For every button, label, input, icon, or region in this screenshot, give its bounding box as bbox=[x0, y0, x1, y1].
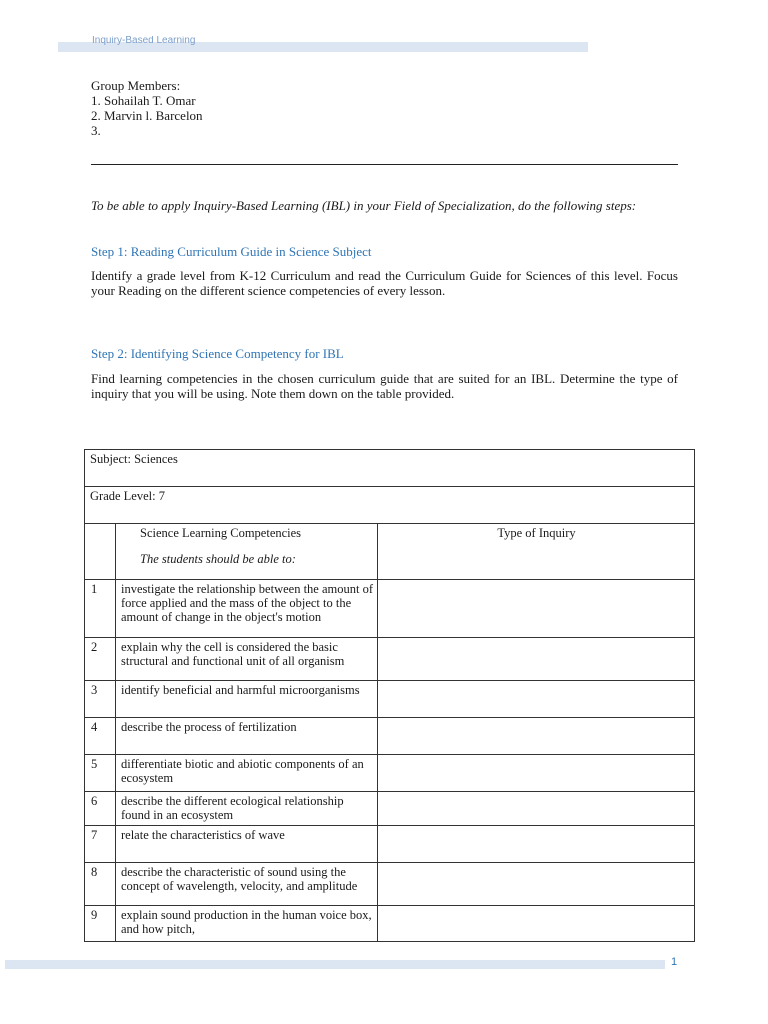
members-heading: Group Members: bbox=[91, 78, 181, 93]
competency-text: describe the process of fertilization bbox=[116, 718, 378, 755]
inquiry-cell[interactable] bbox=[378, 718, 695, 755]
row-number: 6 bbox=[85, 792, 116, 826]
competency-text: differentiate biotic and abiotic components of an ecosystem bbox=[116, 755, 378, 792]
competency-column-subheader: The students should be able to: bbox=[140, 552, 296, 566]
step2-body: Find learning competencies in the chosen curriculum guide that are suited for an IBL. Determine the type of inquiry that you will be using. Note them down on the table provided. bbox=[91, 371, 678, 401]
row-number: 1 bbox=[85, 580, 116, 638]
inquiry-cell[interactable] bbox=[378, 681, 695, 718]
group-members bbox=[91, 78, 203, 138]
inquiry-cell[interactable] bbox=[378, 580, 695, 638]
row-number: 2 bbox=[85, 638, 116, 681]
competency-text: relate the characteristics of wave bbox=[116, 826, 378, 863]
header-competency-cell bbox=[116, 524, 378, 580]
inquiry-column-header: Type of Inquiry bbox=[378, 524, 695, 580]
row-number: 3 bbox=[85, 681, 116, 718]
row-number: 5 bbox=[85, 755, 116, 792]
member-3: 3. bbox=[91, 123, 101, 138]
grade-level-cell: Grade Level: 7 bbox=[85, 487, 695, 524]
competency-text: explain why the cell is considered the basic structural and functional unit of all organism bbox=[116, 638, 378, 681]
inquiry-cell[interactable] bbox=[378, 638, 695, 681]
horizontal-divider bbox=[91, 164, 678, 165]
member-1: 1. Sohailah T. Omar bbox=[91, 93, 196, 108]
page-number: 1 bbox=[671, 956, 678, 968]
competency-text: explain sound production in the human voice box, and how pitch, bbox=[116, 906, 378, 942]
competency-column-header: Science Learning Competencies bbox=[140, 526, 302, 540]
inquiry-cell[interactable] bbox=[378, 826, 695, 863]
inquiry-cell[interactable] bbox=[378, 906, 695, 942]
running-title: Inquiry-Based Learning bbox=[92, 36, 196, 46]
member-2: 2. Marvin l. Barcelon bbox=[91, 108, 203, 123]
competency-text: describe the characteristic of sound using the concept of wavelength, velocity, and amplitude bbox=[116, 863, 378, 906]
competency-text: describe the different ecological relationship found in an ecosystem bbox=[116, 792, 378, 826]
inquiry-cell[interactable] bbox=[378, 792, 695, 826]
step1-title: Step 1: Reading Curriculum Guide in Science Subject bbox=[91, 244, 372, 259]
row-number: 7 bbox=[85, 826, 116, 863]
inquiry-cell[interactable] bbox=[378, 755, 695, 792]
row-number: 8 bbox=[85, 863, 116, 906]
row-number: 4 bbox=[85, 718, 116, 755]
step2-title: Step 2: Identifying Science Competency for IBL bbox=[91, 346, 344, 361]
inquiry-cell[interactable] bbox=[378, 863, 695, 906]
competency-text: investigate the relationship between the amount of force applied and the mass of the object to the amount of change in the object's motion bbox=[116, 580, 378, 638]
header-number-cell bbox=[85, 524, 116, 580]
step1-body: Identify a grade level from K-12 Curriculum and read the Curriculum Guide for Sciences of this level. Focus your Reading on the different science competencies of every lesson. bbox=[91, 268, 678, 298]
competency-text: identify beneficial and harmful microorganisms bbox=[116, 681, 378, 718]
subject-cell: Subject: Sciences bbox=[85, 450, 695, 487]
footer-band bbox=[5, 960, 665, 969]
intro-instructions: To be able to apply Inquiry-Based Learning (IBL) in your Field of Specialization, do the following steps: bbox=[91, 198, 637, 213]
row-number: 9 bbox=[85, 906, 116, 942]
competency-table bbox=[84, 449, 695, 942]
